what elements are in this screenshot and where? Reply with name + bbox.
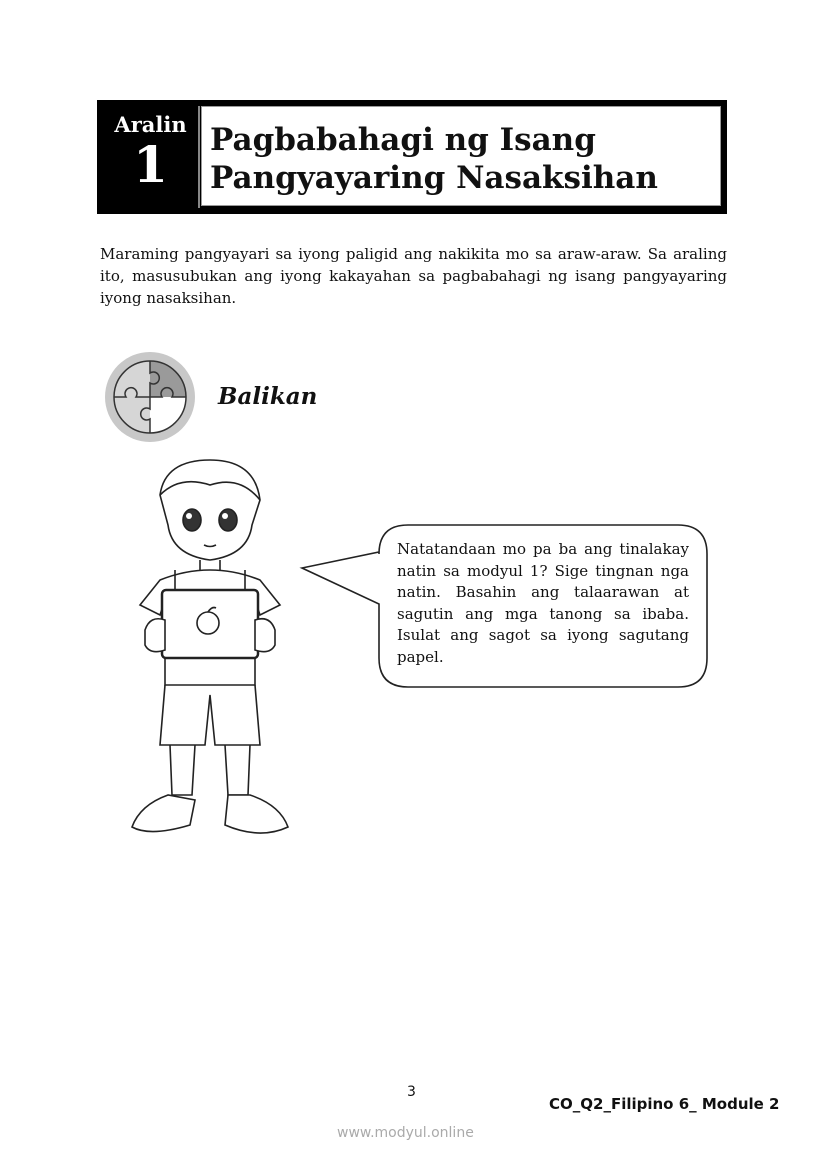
lesson-number-block: [103, 106, 200, 208]
watermark: www.modyul.online: [337, 1125, 474, 1141]
lesson-title-line2: Pangyayaring Nasaksihan: [210, 160, 658, 196]
puzzle-icon: [104, 351, 196, 443]
lesson-label: Aralin: [114, 112, 187, 137]
lesson-number: 1: [133, 135, 168, 194]
module-code: CO_Q2_Filipino 6_ Module 2: [549, 1095, 780, 1113]
lesson-header: [97, 100, 727, 214]
section-title: Balikan: [218, 383, 318, 410]
lesson-title-line1: Pagbabahagi ng Isang: [210, 122, 596, 158]
speech-bubble-text: Natatandaan mo pa ba ang tinalakay natin sa modyul 1? Sige tingnan nga natin. Basahin ang talaarawan at sagutin ang mga tanong sa ibaba. Isulat ang sagot sa iyong sagutang papel.: [397, 540, 689, 666]
intro-paragraph: Maraming pangyayari sa iyong paligid ang nakikita mo sa araw-araw. Sa araling ito, masusubukan ang iyong kakayahan sa pagbabahagi ng isang pangyayaring iyong nasaksihan.: [100, 245, 727, 307]
boy-illustration: [120, 455, 300, 845]
page-number: 3: [407, 1084, 416, 1100]
lesson-title: [201, 106, 721, 206]
